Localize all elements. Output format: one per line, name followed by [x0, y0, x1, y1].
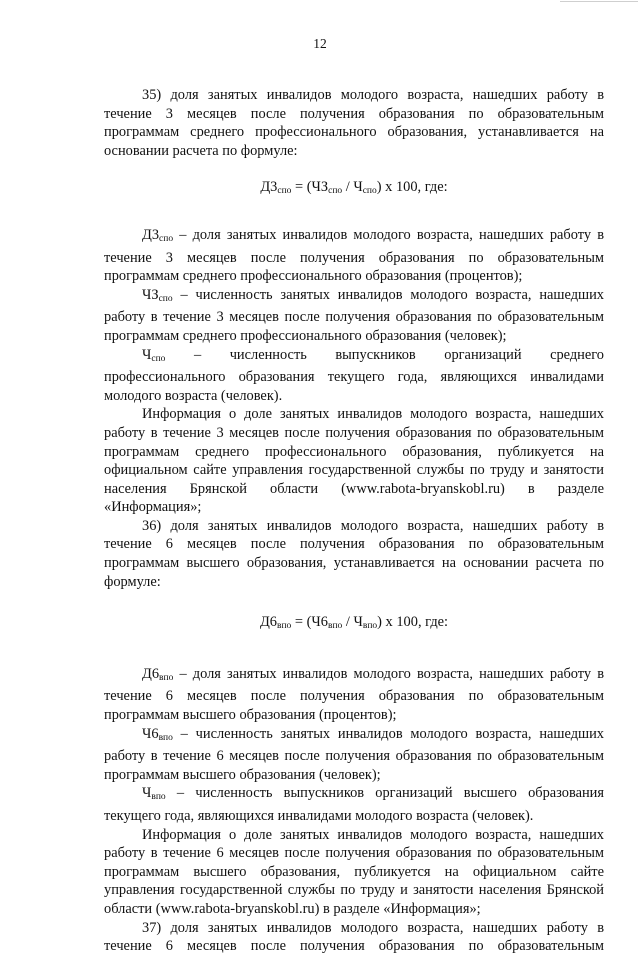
item-36-info: Информация о доле занятых инвалидов молодого возраста, нашедших работу в течение 6 месяцев после получения образования по образовательным программам высшего образования, публикуется на официальном сайте управления государственной службы по труду и занятости населения Брянской области (www.rabota-bryanskobl.ru) в разделе «Информация»;: [104, 826, 604, 917]
definition-ch-vpo: $Ч_{впо}$ – численность выпускников организаций высшего образования текущего года, являющихся инвалидами молодого возраста (человек).: [104, 785, 604, 824]
definition-ch3-spo: $ЧЗ_{спо}$ – численность занятых инвалидов молодого возраста, нашедших работу в течение 3 месяцев после получения образования по образовательным программам среднего профессионального образования (человек);: [104, 286, 604, 344]
item-35-info: Информация о доле занятых инвалидов молодого возраста, нашедших работу в течение 3 месяцев после получения образования по образовательным программам среднего профессионального образования, публикуется на официальном сайте управления государственной службы по труду и занятости населения Брянской области (www.rabota-bryanskobl.ru) в разделе «Информация»;: [104, 406, 604, 516]
definition-d3-spo: $Д3_{спо}$ – доля занятых инвалидов молодого возраста, нашедших работу в течение 3 месяцев после получения образования по образовательным программам среднего профессионального образования (процентов);: [104, 226, 604, 285]
scan-edge-line: [560, 1, 638, 2]
item-37-intro: 37) доля занятых инвалидов молодого возраста, нашедших работу в течение 6 месяцев после получения образования по образовательным: [104, 919, 604, 955]
definition-ch6-vpo: $Ч6_{впо}$ – численность занятых инвалидов молодого возраста, нашедших работу в течение 6 месяцев после получения образования по образовательным программам высшего образования (человек);: [104, 725, 604, 783]
definition-d6-vpo: $Д6_{впо}$ – доля занятых инвалидов молодого возраста, нашедших работу в течение 6 месяцев после получения образования по образовательным программам высшего образования (процентов);: [104, 665, 604, 724]
formula-36: $Д6_{впо} = (Ч6_{впо} / Ч_{впо})$ х 100, где:: [259, 614, 449, 632]
page-number: 12: [313, 36, 327, 51]
formula-35: $Д3_{спо} = (ЧЗ_{спо} / Ч_{спо})$ х 100, где:: [260, 179, 448, 197]
item-35-intro: 35) доля занятых инвалидов молодого возраста, нашедших работу в течение 3 месяцев после получения образования по образовательным программам среднего профессионального образования, устанавливается на основании расчета по формуле:: [104, 87, 604, 159]
document-body: [104, 86, 604, 956]
definition-ch-spo: $Ч_{спо}$ – численность выпускников организаций среднего профессионального образования текущего года, являющихся инвалидами молодого возраста (человек).: [104, 346, 604, 404]
item-36-intro: 36) доля занятых инвалидов молодого возраста, нашедших работу в течение 6 месяцев после получения образования по образовательным программам высшего образования, устанавливается на основании расчета по формуле:: [104, 517, 604, 590]
